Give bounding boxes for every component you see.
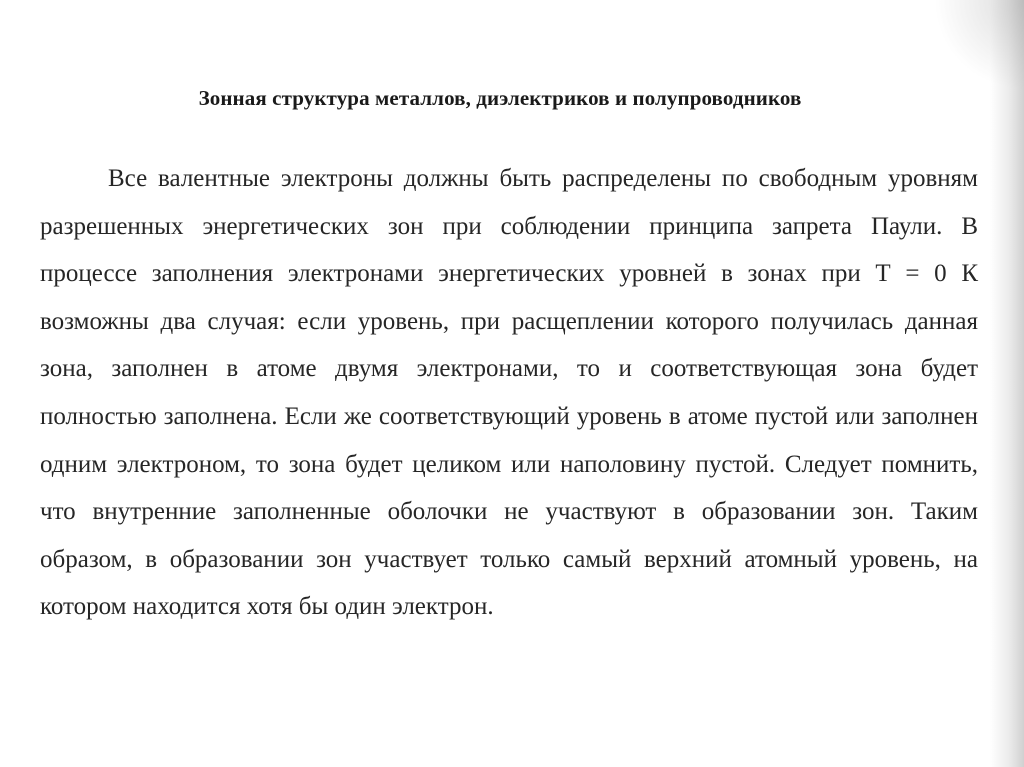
document-title: Зонная структура металлов, диэлектриков и полупроводников (198, 86, 802, 110)
body-paragraph: Все валентные электроны должны быть распределены по свободным уровням разрешенных энергетических зон при соблюдении принципа запрета Паули. В процессе заполнения электронами энергетических уровней в зонах при Т = 0 К возможны два случая: если уровень, при расщеплении которого получилась данная зона, заполнен в атоме двумя электронами, то и соответствующая зона будет полностью заполнена. Если же соответствующий уровень в атоме пустой или заполнен одним электроном, то зона будет целиком или наполовину пустой. Следует помнить, что внутренние заполненные оболочки не участвуют в образовании зон. Таким образом, в образовании зон участвует только самый верхний атомный уровень, на котором находится хотя бы один электрон. (40, 165, 978, 621)
page-corner-shadow (934, 0, 1024, 90)
page-edge-shadow (990, 0, 1024, 767)
